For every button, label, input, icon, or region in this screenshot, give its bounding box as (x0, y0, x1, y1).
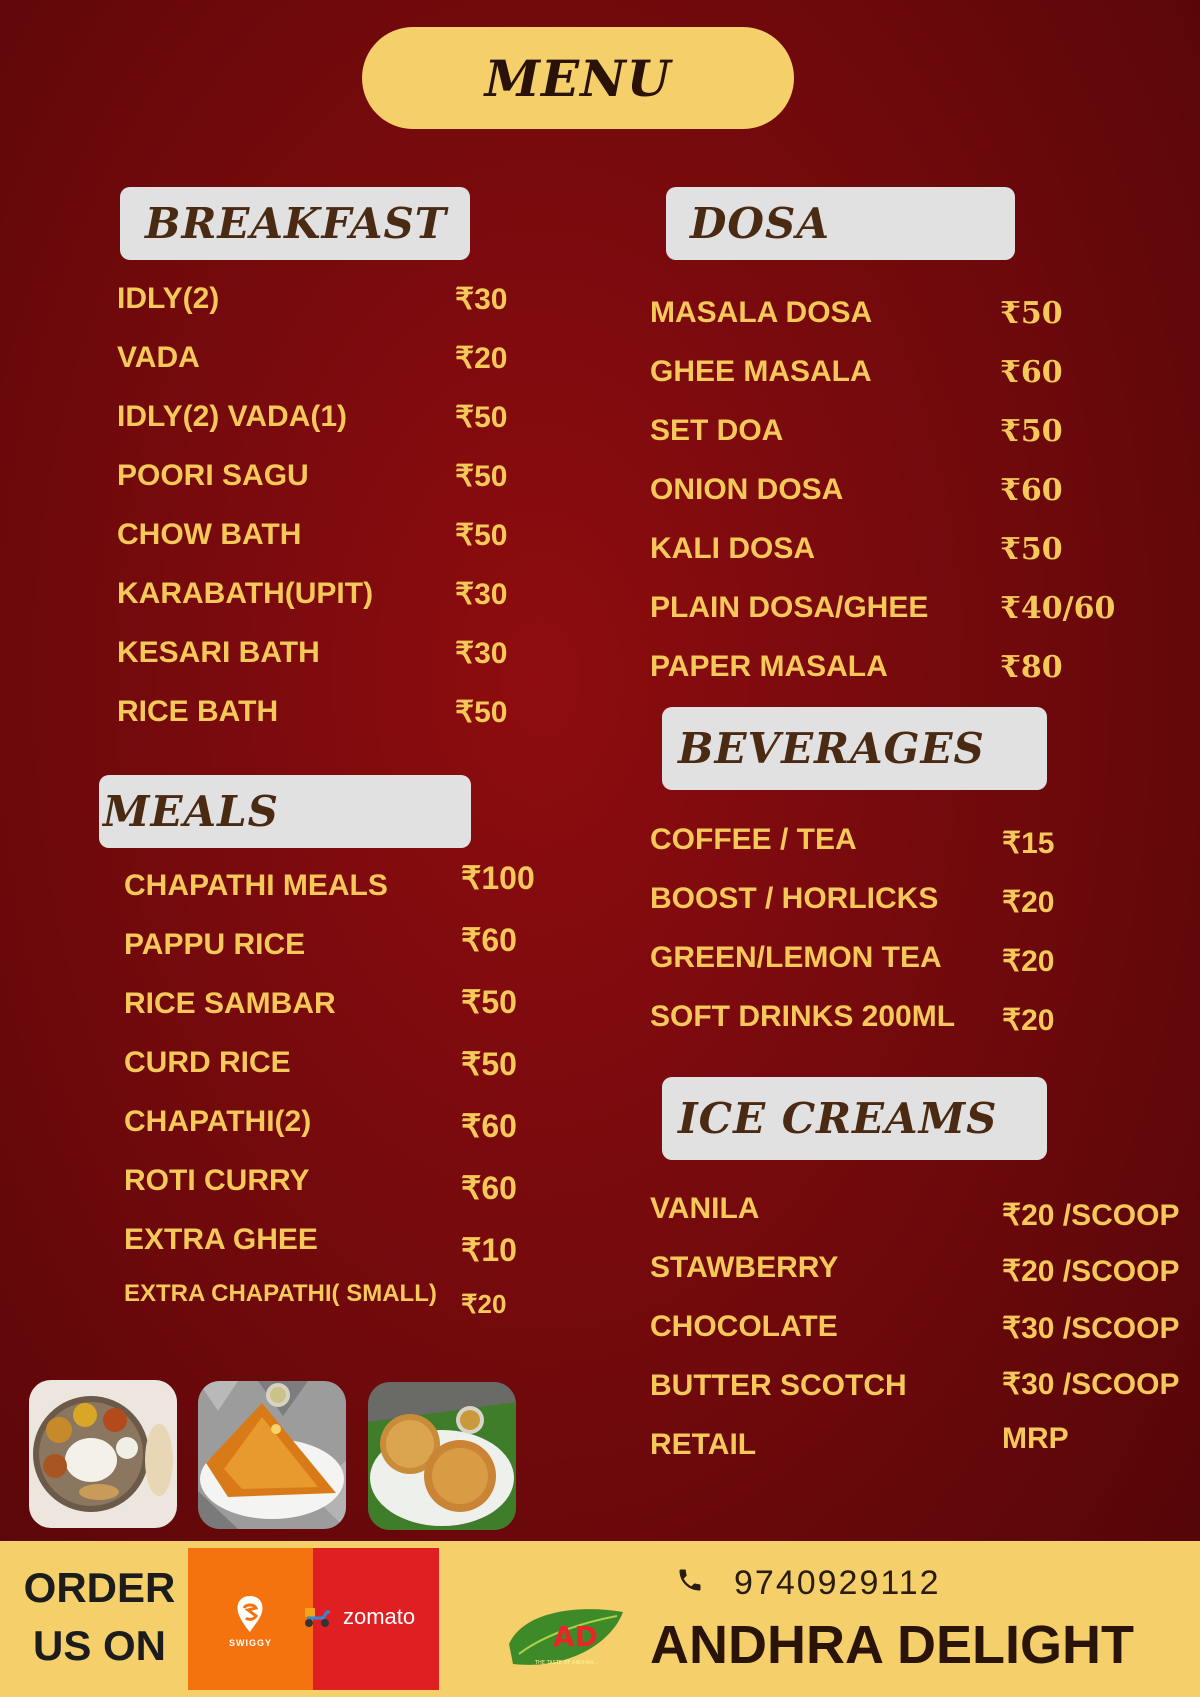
breakfast-heading: BREAKFAST (145, 199, 448, 248)
dosa-item-name: PLAIN DOSA/GHEE (650, 591, 929, 624)
menu-title: MENU (484, 48, 672, 108)
order-line-2: US ON (32, 1622, 166, 1669)
meals-item-name: ROTI CURRY (124, 1164, 310, 1197)
dosa-item-price: ₹50 (1000, 296, 1063, 331)
ice-cream-item-price: ₹30 /SCOOP (1002, 1368, 1180, 1401)
beverage-item-price: ₹20 (1002, 945, 1055, 978)
ice-cream-item-price: ₹20 /SCOOP (1002, 1199, 1180, 1232)
beverage-item-name: COFFEE / TEA (650, 823, 857, 856)
dosa-item-name: MASALA DOSA (650, 296, 873, 329)
order-line-1: ORDER (23, 1564, 176, 1611)
dosa-heading-box (666, 187, 1015, 260)
menu-title-pill (362, 27, 794, 129)
brand-name: ANDHRA DELIGHT (650, 1615, 1134, 1675)
breakfast-item-name: IDLY(2) (117, 282, 220, 315)
dosa-item-price: ₹60 (1000, 473, 1063, 508)
meals-heading: MEALS (103, 787, 279, 836)
meals-item-price: ₹10 (461, 1232, 517, 1268)
meals-item-price: ₹50 (461, 1046, 517, 1082)
breakfast-item-price: ₹50 (455, 460, 508, 493)
beverages-heading: BEVERAGES (678, 724, 985, 773)
breakfast-item-name: POORI SAGU (117, 459, 309, 492)
dosa-item-name: SET DOA (650, 414, 784, 447)
beverage-item-name: SOFT DRINKS 200ML (650, 1000, 956, 1033)
meals-item-name: CHAPATHI MEALS (124, 869, 388, 902)
poori-photo (368, 1382, 516, 1530)
dosa-item-name: KALI DOSA (650, 532, 815, 565)
ice-cream-item-name: CHOCOLATE (650, 1310, 838, 1343)
thali-meal-photo (29, 1380, 177, 1528)
breakfast-item-price: ₹30 (455, 283, 508, 316)
beverage-item-name: BOOST / HORLICKS (650, 882, 939, 915)
ice-cream-item-price: ₹20 /SCOOP (1002, 1255, 1180, 1288)
swiggy-logo-icon (230, 1594, 270, 1634)
dosa-item-price: ₹40/60 (1000, 591, 1116, 626)
breakfast-item-name: IDLY(2) VADA(1) (117, 400, 348, 433)
meals-item-price: ₹100 (461, 860, 535, 896)
meals-item-name: EXTRA CHAPATHI( SMALL) (124, 1280, 437, 1307)
meals-heading-box (99, 775, 471, 848)
breakfast-heading-box (120, 187, 470, 260)
breakfast-item-price: ₹50 (455, 696, 508, 729)
ice-creams-heading: ICE CREAMS (678, 1094, 998, 1143)
dosa-item-price: ₹50 (1000, 532, 1063, 567)
dosa-item-price: ₹80 (1000, 650, 1063, 685)
beverages-heading-box (662, 707, 1047, 790)
andhra-delight-logo (505, 1604, 628, 1672)
logo-tagline: THE TASTE OF ANDHRA... (535, 1660, 599, 1666)
breakfast-item-name: CHOW BATH (117, 518, 302, 551)
logo-letters: AD (553, 1620, 598, 1653)
dosa-item-price: ₹60 (1000, 355, 1063, 390)
meals-item-name: CHAPATHI(2) (124, 1105, 312, 1138)
breakfast-item-price: ₹20 (455, 342, 508, 375)
beverage-item-price: ₹20 (1002, 1004, 1055, 1037)
ice-cream-item-name: VANILA (650, 1192, 760, 1225)
ice-cream-item-name: BUTTER SCOTCH (650, 1369, 907, 1402)
scooter-icon (301, 1606, 333, 1628)
phone-icon (676, 1566, 704, 1594)
breakfast-item-name: KARABATH(UPIT) (117, 577, 374, 610)
dosa-item-name: GHEE MASALA (650, 355, 872, 388)
dosa-item-price: ₹50 (1000, 414, 1063, 449)
meals-item-price: ₹60 (461, 922, 517, 958)
meals-item-name: EXTRA GHEE (124, 1223, 318, 1256)
beverage-item-price: ₹15 (1002, 827, 1055, 860)
ice-cream-item-price: MRP (1002, 1422, 1069, 1455)
order-us-on-text (22, 1559, 177, 1675)
beverage-item-name: GREEN/LEMON TEA (650, 941, 942, 974)
breakfast-item-price: ₹30 (455, 637, 508, 670)
dosa-heading: DOSA (690, 199, 830, 248)
breakfast-item-name: VADA (117, 341, 200, 374)
dosa-photo (198, 1381, 346, 1529)
meals-item-price: ₹20 (461, 1289, 507, 1319)
breakfast-item-price: ₹30 (455, 578, 508, 611)
meals-item-price: ₹60 (461, 1170, 517, 1206)
meals-item-price: ₹50 (461, 984, 517, 1020)
beverage-item-price: ₹20 (1002, 886, 1055, 919)
zomato-label: zomato (343, 1604, 416, 1629)
ice-creams-heading-box (662, 1077, 1047, 1160)
ice-cream-item-price: ₹30 /SCOOP (1002, 1312, 1180, 1345)
ice-cream-item-name: RETAIL (650, 1428, 757, 1461)
meals-item-name: PAPPU RICE (124, 928, 306, 961)
phone-number[interactable]: 9740929112 (734, 1564, 941, 1602)
meals-item-name: CURD RICE (124, 1046, 291, 1079)
dosa-item-name: ONION DOSA (650, 473, 844, 506)
ice-cream-item-name: STAWBERRY (650, 1251, 839, 1284)
swiggy-label: SWIGGY (228, 1638, 272, 1648)
meals-item-name: RICE SAMBAR (124, 987, 336, 1020)
breakfast-item-price: ₹50 (455, 401, 508, 434)
dosa-item-name: PAPER MASALA (650, 650, 888, 683)
breakfast-item-name: RICE BATH (117, 695, 279, 728)
breakfast-item-price: ₹50 (455, 519, 508, 552)
meals-item-price: ₹60 (461, 1108, 517, 1144)
breakfast-item-name: KESARI BATH (117, 636, 320, 669)
zomato-button[interactable] (313, 1548, 439, 1690)
swiggy-button[interactable] (188, 1548, 313, 1690)
